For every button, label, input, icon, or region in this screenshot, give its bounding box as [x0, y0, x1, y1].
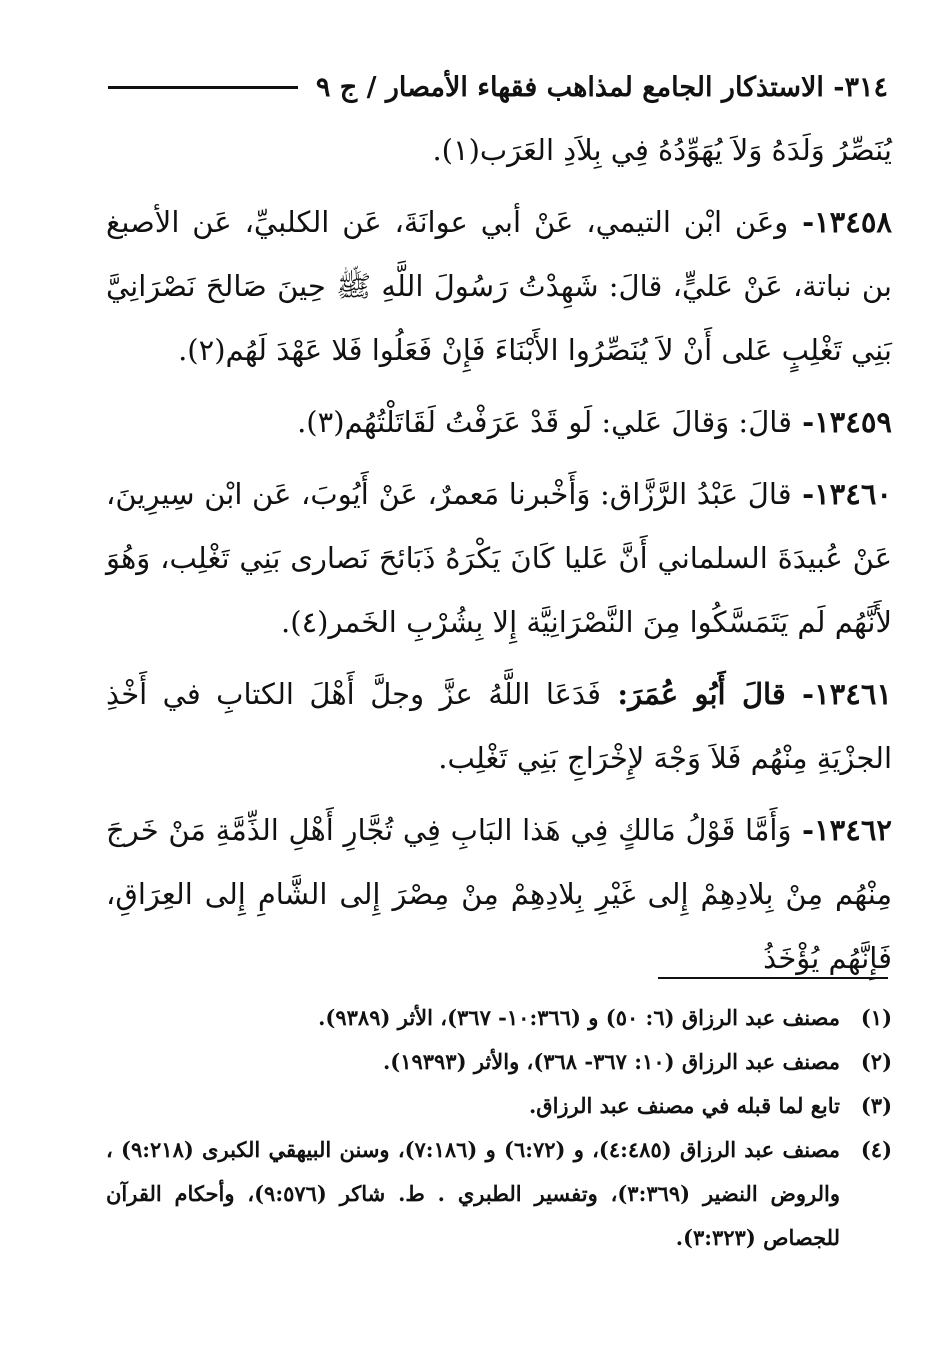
footnote-text: مصنف عبد الرزاق (٦: ٥٠) و (١٠:٣٦٦- ٣٦٧)، الأثر (٩٣٨٩). [318, 1005, 840, 1030]
paragraph [106, 118, 892, 182]
paragraph-text: وعَن ابْن التيمي، عَنْ أبي عوانَةَ، عَن الكلبيِّ، عَن الأصبغ بن نباتة، عَنْ عَليٍّ، قالَ: شَهِدْتُ رَسُولَ اللَّهِ ﷺ حِينَ صَالحَ نَصْرَانِيَّ بَنِي تَغْلِبٍ عَلى أَنْ لاَ يُنَصِّرُوا الأَبْنَاءَ فَإِنْ فَعَلُوا فَلا عَهْدَ لَهُم(٢). [106, 205, 892, 367]
paragraph [106, 798, 892, 990]
paragraph-text: قالَ عَبْدُ الرَّزَّاق: وَأَخْبرنا مَعمرٌ، عَنْ أَيُوبَ، عَن ابْن سِيرِينَ، عَنْ عُبيدَةَ السلماني أَنَّ عَليا كَانَ يَكْرَهُ ذَبَائحَ نَصارى بَنِي تَغْلِب، وَهُوَ لأَنَّهُم لَم يَتَمَسَّكُوا مِنَ النَّصْرَانِيَّة إِلا بِشُرْبِ الخَمر(٤). [106, 477, 892, 639]
footnote-number: (٤) [860, 1137, 892, 1162]
paragraph [106, 462, 892, 654]
paragraph-text: وَأَمَّا قَوْلُ مَالكٍ فِي هَذا البَابِ فِي تُجَّارِ أَهْلِ الذِّمَّةِ مَنْ خَرجَ مِنْهُم مِنْ بِلادِهِمْ إِلى غَيْرِ بِلادِهِمْ مِنْ مِصْرَ إِلى الشَّامِ إِلى العِرَاقِ، فَإِنَّهُم يُؤْخَذُ [106, 813, 892, 975]
paragraph [106, 662, 892, 790]
footnote-text: مصنف عبد الرزاق (١٠: ٣٦٧- ٣٦٨)، والأثر (١٩٣٩٣). [382, 1049, 840, 1074]
paragraph-number: ١٣٤٦١- [785, 677, 892, 711]
paragraph [106, 390, 892, 454]
paragraph [106, 190, 892, 382]
header-rule [108, 86, 298, 89]
footnote-text: تابع لما قبله في مصنف عبد الرزاق. [528, 1093, 840, 1118]
footnote-divider [658, 977, 888, 979]
footnotes [106, 996, 892, 1260]
footnote [106, 1128, 892, 1260]
paragraph-number: ١٣٤٥٨- [788, 205, 892, 239]
footnote-number: (٢) [860, 1049, 892, 1074]
footnote-number: (٣) [860, 1093, 892, 1118]
paragraph-text: يُنَصِّرُ وَلَدَهُ وَلاَ يُهَوِّدُهُ فِي بِلاَدِ العَرَب(١). [432, 133, 892, 167]
paragraph-number: ١٣٤٦٢- [791, 813, 892, 847]
footnote [106, 996, 892, 1040]
paragraph-text: قالَ: وَقالَ عَلي: لَو قَدْ عَرَفْتُ لَقَاتَلْتُهُم(٣). [297, 405, 792, 439]
footnote-number: (١) [860, 1005, 892, 1030]
paragraph-number: ١٣٤٥٩- [791, 405, 892, 439]
main-text [106, 118, 892, 990]
paragraph-text: فَدَعَا اللَّهُ عزَّ وجلَّ أَهْلَ الكتابِ في أَخْذِ الجزْيَةِ مِنْهُم فَلاَ وَجْهَ لإِخْرَاجِ بَنِي تَغْلِب. [106, 677, 892, 775]
speaker-lead: قالَ أَبُو عُمَرَ: [601, 677, 786, 711]
running-header-title: ٣١٤- الاستذكار الجامع لمذاهب فقهاء الأمصار / ج ٩ [315, 71, 888, 103]
footnote [106, 1040, 892, 1084]
paragraph-number: ١٣٤٦٠- [791, 477, 892, 511]
footnote [106, 1084, 892, 1128]
footnote-text: مصنف عبد الرزاق (٤:٤٨٥)، و (٦:٧٢) و (٧:١٨٦)، وسنن البيهقي الكبرى (٩:٢١٨) ، والروض النضير (٣:٣٦٩)، وتفسير الطبري . ط. شاكر (٩:٥٧٦)، وأحكام القرآن للجصاص (٣:٣٢٣). [106, 1137, 840, 1250]
page-header [108, 62, 888, 112]
